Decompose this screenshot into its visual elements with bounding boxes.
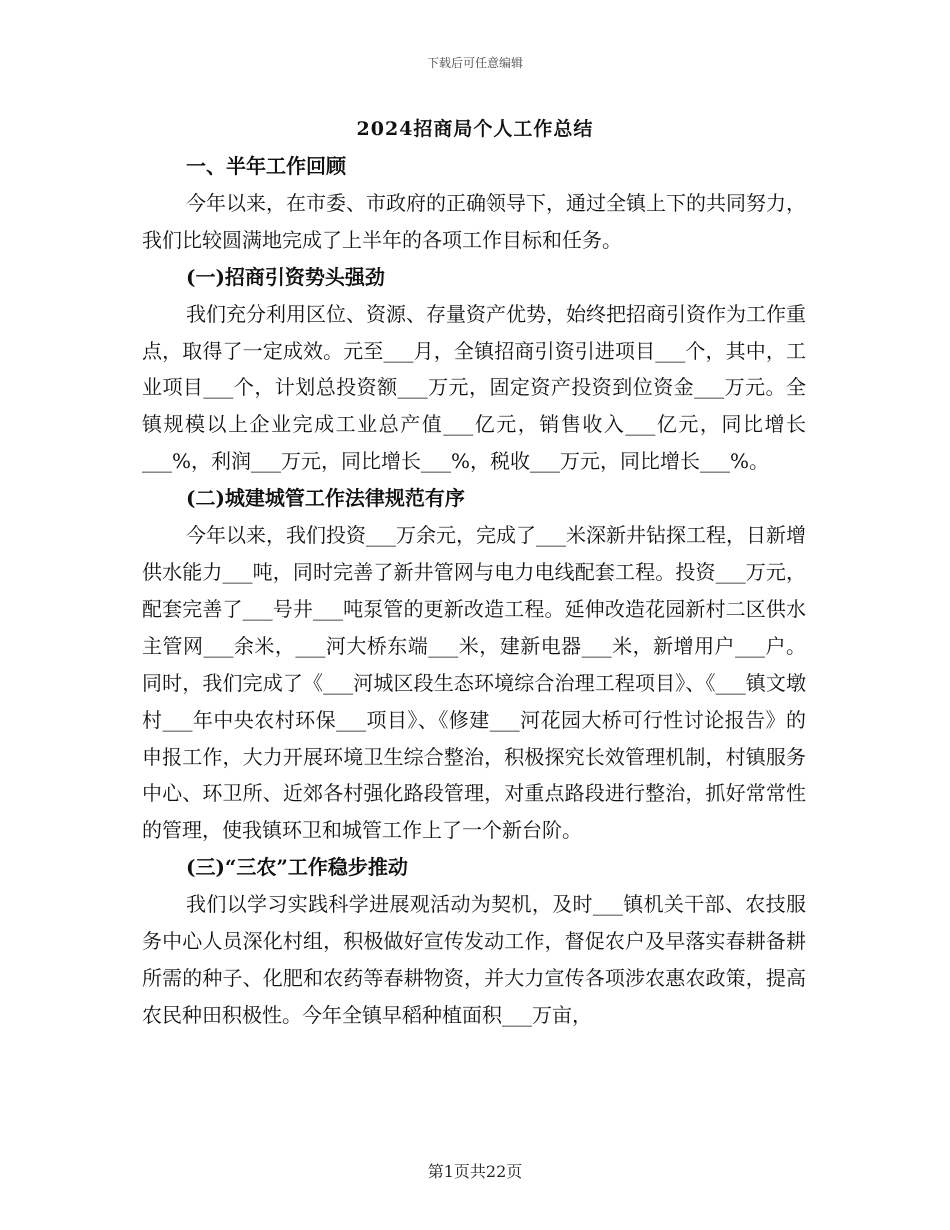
document-title: 2024招商局个人工作总结 bbox=[356, 118, 594, 140]
document-body bbox=[142, 148, 806, 1034]
agriculture-paragraph: 我们以学习实践科学进展观活动为契机，及时___镇机关干部、农技服务中心人员深化村组，积极做好宣传发动工作，督促农户及早落实春耕备耕所需的种子、化肥和农药等春耕物资，并大力宣传各项涉农惠农政策，提高农民种田积极性。今年全镇早稻种植面积___万亩， bbox=[142, 892, 806, 1027]
subsection-heading-urban: (二)城建城管工作法律规范有序 bbox=[186, 486, 465, 511]
urban-management-paragraph: 今年以来，我们投资___万余元，完成了___米深新井钻探工程，日新增供水能力___吨，同时完善了新井管网与电力电线配套工程。投资___万元，配套完善了___号井___吨泵管的更新改造工程。延伸改造花园新村二区供水主管网___余米，___河大桥东端___米，建新电器___米，新增用户___户。同时，我们完成了《___河城区段生态环境综合治理工程项目》、《___镇文墩村___年中央农村环保___项目》、《修建___河花园大桥可行性讨论报告》的申报工作，大力开展环境卫生综合整治，积极探究长效管理机制，村镇服务中心、环卫所、近郊各村强化路段管理，对重点路段进行整治，抓好常常性的管理，使我镇环卫和城管工作上了一个新台阶。 bbox=[142, 523, 806, 843]
section-intro-paragraph: 今年以来，在市委、市政府的正确领导下，通过全镇上下的共同努力，我们比较圆满地完成了上半年的各项工作目标和任务。 bbox=[142, 190, 806, 252]
subsection-heading-agriculture: (三)“三农”工作稳步推动 bbox=[186, 855, 408, 880]
page-number: 第1页共22页 bbox=[427, 1162, 523, 1181]
section-heading-review: 一、半年工作回顾 bbox=[186, 154, 346, 178]
investment-paragraph: 我们充分利用区位、资源、存量资产优势，始终把招商引资作为工作重点，取得了一定成效。元至___月，全镇招商引资引进项目___个，其中，工业项目___个，计划总投资额___万元，固定资产投资到位资金___万元。全镇规模以上企业完成工业总产值___亿元，销售收入___亿元，同比增长___%，利润___万元，同比增长___%，税收___万元，同比增长___%。 bbox=[142, 301, 806, 474]
page-header-note: 下载后可任意编辑 bbox=[426, 56, 523, 70]
subsection-heading-investment: (一)招商引资势头强劲 bbox=[186, 264, 385, 289]
